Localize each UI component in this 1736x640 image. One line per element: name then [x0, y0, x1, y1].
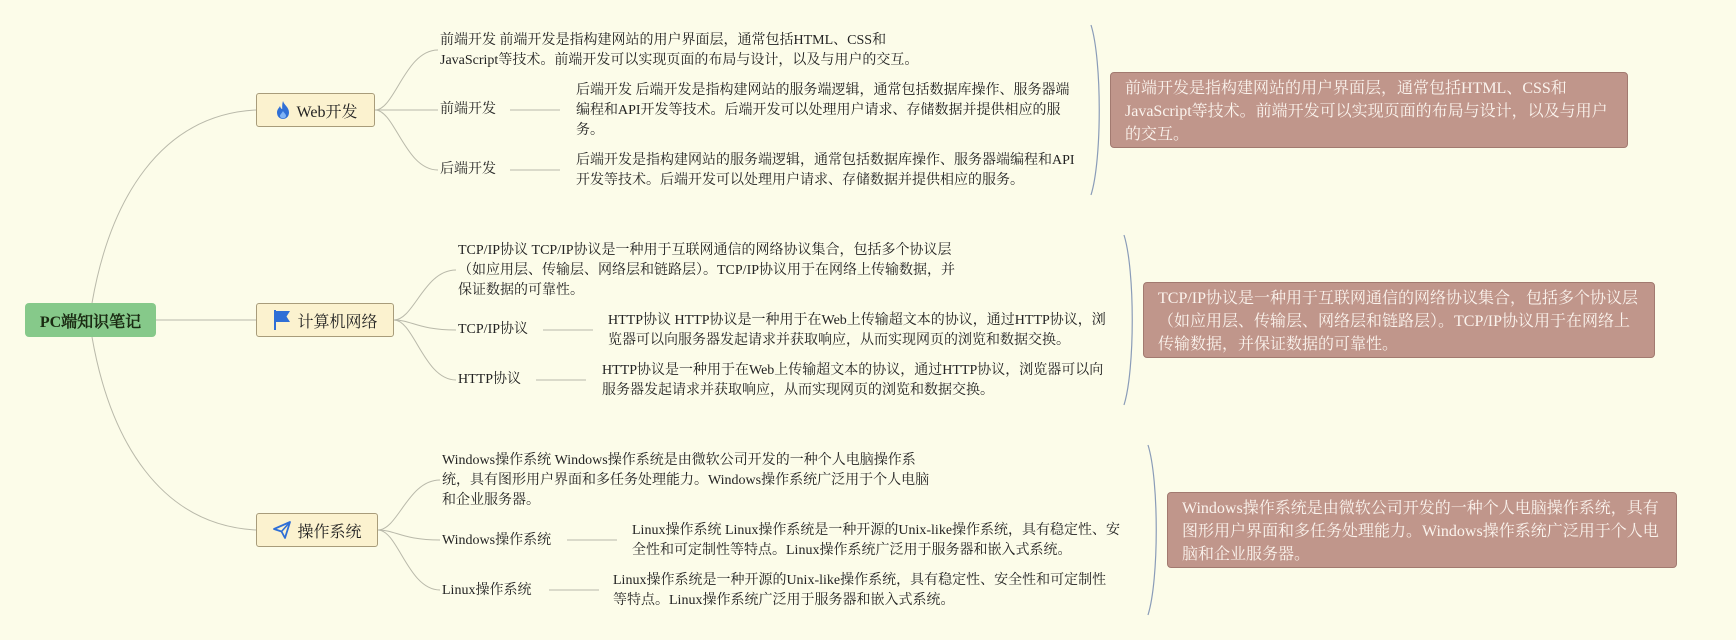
topic-note: 后端开发是指构建网站的服务端逻辑，通常包括数据库操作、服务器端编程和API开发等技术。后端开发可以处理用户请求、存储数据并提供相应的服务。	[576, 153, 1075, 188]
topic-frontend[interactable]: 前端开发	[440, 102, 496, 117]
summary-box[interactable]: Windows操作系统是由微软公司开发的一种个人电脑操作系统，具有图形用户界面和多任务处理能力。Windows操作系统广泛用于个人电脑和企业服务器。	[1167, 492, 1677, 568]
branch-label: 计算机网络	[297, 313, 378, 331]
summary-box[interactable]: TCP/IP协议是一种用于互联网通信的网络协议集合，包括多个协议层（如应用层、传输层、网络层和链路层）。TCP/IP协议用于在网络上传输数据，并保证数据的可靠性。	[1143, 282, 1655, 358]
root-label: PC端知识笔记	[39, 313, 142, 331]
intro-note: TCP/IP协议 TCP/IP协议是一种用于互联网通信的网络协议集合，包括多个协议层（如应用层、传输层、网络层和链路层）。TCP/IP协议用于在网络上传输数据，并保证数据的可靠性。	[458, 243, 956, 298]
intro-note: Windows操作系统 Windows操作系统是由微软公司开发的一种个人电脑操作系统，具有图形用户界面和多任务处理能力。Windows操作系统广泛用于个人电脑和企业服务器。	[442, 453, 930, 508]
topic-note: HTTP协议是一种用于在Web上传输超文本的协议，通过HTTP协议，浏览器可以向服务器发起请求并获取响应，从而实现网页的浏览和数据交换。	[602, 363, 1104, 398]
branch-web-dev[interactable]	[256, 93, 375, 127]
topic-note: 后端开发 后端开发是指构建网站的服务端逻辑，通常包括数据库操作、服务器端编程和API开发等技术。后端开发可以处理用户请求、存储数据并提供相应的服务。	[576, 83, 1070, 138]
topic-note: HTTP协议 HTTP协议是一种用于在Web上传输超文本的协议，通过HTTP协议，浏览器可以向服务器发起请求并获取响应，从而实现网页的浏览和数据交换。	[608, 313, 1106, 348]
root-node[interactable]	[25, 303, 156, 337]
topic-note: Linux操作系统是一种开源的Unix-like操作系统，具有稳定性、安全性和可定制性等特点。Linux操作系统广泛用于服务器和嵌入式系统。	[613, 573, 1107, 608]
branch-label: Web开发	[296, 103, 358, 121]
branch-operating-system[interactable]	[256, 513, 378, 547]
summary-box[interactable]: 前端开发是指构建网站的用户界面层，通常包括HTML、CSS和JavaScript等技术。前端开发可以实现页面的布局与设计，以及与用户的交互。	[1110, 72, 1628, 148]
topic-windows[interactable]: Windows操作系统	[442, 533, 552, 548]
topic-tcpip[interactable]: TCP/IP协议	[458, 322, 529, 337]
flag-icon	[272, 309, 292, 331]
branch-label: 操作系统	[297, 523, 362, 541]
intro-note: 前端开发 前端开发是指构建网站的用户界面层，通常包括HTML、CSS和JavaScript等技术。前端开发可以实现页面的布局与设计，以及与用户的交互。	[440, 33, 919, 68]
topic-linux[interactable]: Linux操作系统	[442, 583, 532, 598]
fire-icon	[274, 100, 292, 120]
branch-computer-network[interactable]	[256, 303, 394, 337]
paper-plane-icon	[272, 520, 292, 540]
topic-http[interactable]: HTTP协议	[458, 372, 521, 387]
topic-backend[interactable]: 后端开发	[440, 162, 496, 177]
topic-note: Linux操作系统 Linux操作系统是一种开源的Unix-like操作系统，具有稳定性、安全性和可定制性等特点。Linux操作系统广泛用于服务器和嵌入式系统。	[632, 523, 1121, 558]
